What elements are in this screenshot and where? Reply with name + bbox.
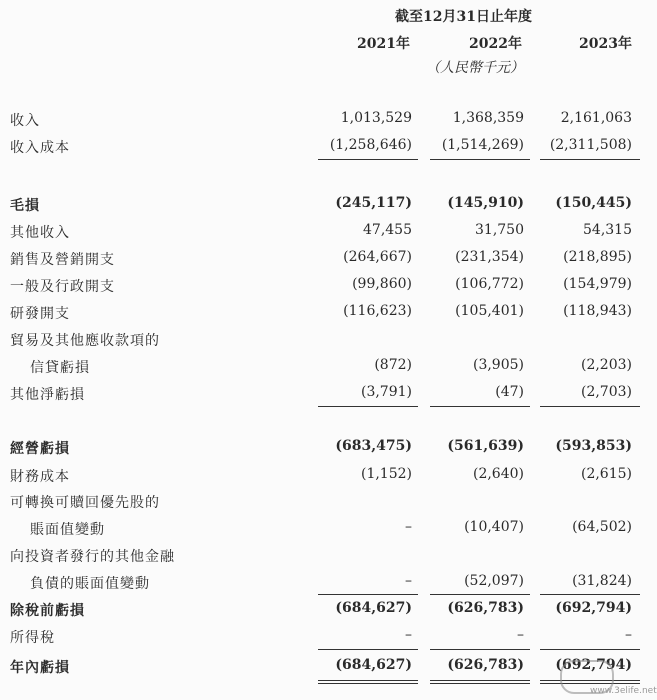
row-other-net-loss — [0, 384, 649, 408]
value-2023: (154,979) — [563, 276, 632, 292]
row-label: 一般及行政開支 — [10, 279, 115, 295]
value-2023: (31,824) — [572, 573, 632, 589]
row-income-tax — [0, 627, 649, 651]
value-2023: (2,311,508) — [549, 137, 632, 153]
value-2021: (1,258,646) — [329, 137, 412, 153]
value-2021: (116,623) — [343, 303, 412, 319]
subtotal-rule — [318, 649, 418, 650]
row-other-income — [0, 222, 649, 246]
value-2021: – — [405, 573, 412, 589]
value-2022: 1,368,359 — [452, 110, 524, 126]
value-2021: – — [405, 519, 412, 535]
subtotal-rule — [540, 159, 640, 160]
row-finance-cost — [0, 466, 649, 490]
subtotal-rule — [540, 594, 640, 595]
value-2022: (105,401) — [455, 303, 524, 319]
value-2021: (3,791) — [360, 384, 412, 400]
row-label: 銷售及營銷開支 — [10, 252, 115, 268]
value-2023: (2,615) — [580, 466, 632, 482]
subtotal-rule — [430, 594, 530, 595]
row-label: 研發開支 — [10, 306, 70, 322]
value-2022: (10,407) — [464, 519, 524, 535]
value-2022: (2,640) — [472, 466, 524, 482]
value-2022: (231,354) — [455, 249, 524, 265]
row-label: 年內虧損 — [10, 660, 70, 676]
subtotal-rule — [318, 159, 418, 160]
row-selling-marketing — [0, 249, 649, 273]
value-2022: (106,772) — [455, 276, 524, 292]
value-2023: 54,315 — [583, 222, 632, 238]
total-double-rule — [430, 680, 530, 684]
row-label: 負債的賬面值變動 — [30, 576, 150, 592]
subtotal-rule — [540, 649, 640, 650]
year-2023-header: 2023年 — [579, 36, 632, 52]
value-2022: (626,783) — [447, 657, 524, 673]
year-2022-header: 2022年 — [469, 36, 522, 52]
subtotal-rule — [430, 649, 530, 650]
value-2021: (683,475) — [335, 438, 412, 454]
value-2023: (218,895) — [563, 249, 632, 265]
value-2022: (3,905) — [472, 357, 524, 373]
value-2021: (245,117) — [335, 195, 412, 211]
row-label: 經營虧損 — [10, 441, 70, 457]
row-label: 信貸虧損 — [30, 360, 90, 376]
value-2023: (692,794) — [555, 657, 632, 673]
value-2022: (626,783) — [447, 600, 524, 616]
row-label: 其他淨虧損 — [10, 387, 85, 403]
row-label: 其他收入 — [10, 225, 70, 241]
subtotal-rule — [540, 406, 640, 407]
value-2023: 2,161,063 — [560, 110, 632, 126]
year-2021-header: 2021年 — [357, 36, 410, 52]
value-2021: (684,627) — [335, 657, 412, 673]
value-2022: – — [517, 627, 524, 643]
value-2022: (145,910) — [447, 195, 524, 211]
value-2023: (2,703) — [580, 384, 632, 400]
row-label: 賬面值變動 — [30, 522, 105, 538]
value-2021: (872) — [374, 357, 412, 373]
row-credit-loss — [0, 357, 649, 381]
value-2022: (47) — [495, 384, 524, 400]
period-header: 截至12月31日止年度 — [395, 9, 532, 25]
value-2021: (1,152) — [360, 466, 412, 482]
row-label: 毛損 — [10, 198, 40, 214]
row-trade-receivables-heading — [0, 330, 649, 354]
row-label: 財務成本 — [10, 469, 70, 485]
row-rnd — [0, 303, 649, 327]
value-2021: (99,860) — [352, 276, 412, 292]
value-2021: 47,455 — [363, 222, 412, 238]
row-label: 除稅前虧損 — [10, 603, 85, 619]
value-2021: – — [405, 627, 412, 643]
row-label: 向投資者發行的其他金融 — [10, 549, 175, 565]
value-2023: (2,203) — [580, 357, 632, 373]
value-2022: (52,097) — [464, 573, 524, 589]
subtotal-rule — [318, 594, 418, 595]
total-double-rule — [318, 680, 418, 684]
row-carrying-value-change-1 — [0, 519, 649, 543]
value-2021: (684,627) — [335, 600, 412, 616]
row-label: 可轉換可贖回優先股的 — [10, 495, 160, 511]
value-2021: 1,013,529 — [340, 110, 412, 126]
row-financial-liabilities-heading — [0, 546, 649, 570]
row-cost-of-revenue — [0, 137, 649, 161]
watermark-text: www.3elife.net — [590, 686, 657, 696]
row-revenue — [0, 110, 649, 134]
value-2022: 31,750 — [475, 222, 524, 238]
subtotal-rule — [430, 159, 530, 160]
value-2023: (593,853) — [555, 438, 632, 454]
value-2023: (150,445) — [555, 195, 632, 211]
value-2022: (1,514,269) — [441, 137, 524, 153]
row-loss-for-year — [0, 657, 649, 681]
row-loss-before-tax — [0, 600, 649, 624]
value-2021: (264,667) — [343, 249, 412, 265]
row-label: 收入成本 — [10, 140, 70, 156]
row-label: 收入 — [10, 113, 40, 129]
value-2022: (561,639) — [447, 438, 524, 454]
row-preferred-shares-heading — [0, 492, 649, 516]
currency-unit: （人民幣千元） — [426, 60, 524, 76]
row-gross-loss — [0, 195, 649, 219]
subtotal-rule — [430, 406, 530, 407]
row-general-admin — [0, 276, 649, 300]
row-label: 貿易及其他應收款項的 — [10, 333, 160, 349]
value-2023: (692,794) — [555, 600, 632, 616]
row-operating-loss — [0, 438, 649, 462]
value-2023: – — [625, 627, 632, 643]
subtotal-rule — [318, 406, 418, 407]
row-label: 所得稅 — [10, 630, 55, 646]
value-2023: (118,943) — [563, 303, 632, 319]
value-2023: (64,502) — [572, 519, 632, 535]
